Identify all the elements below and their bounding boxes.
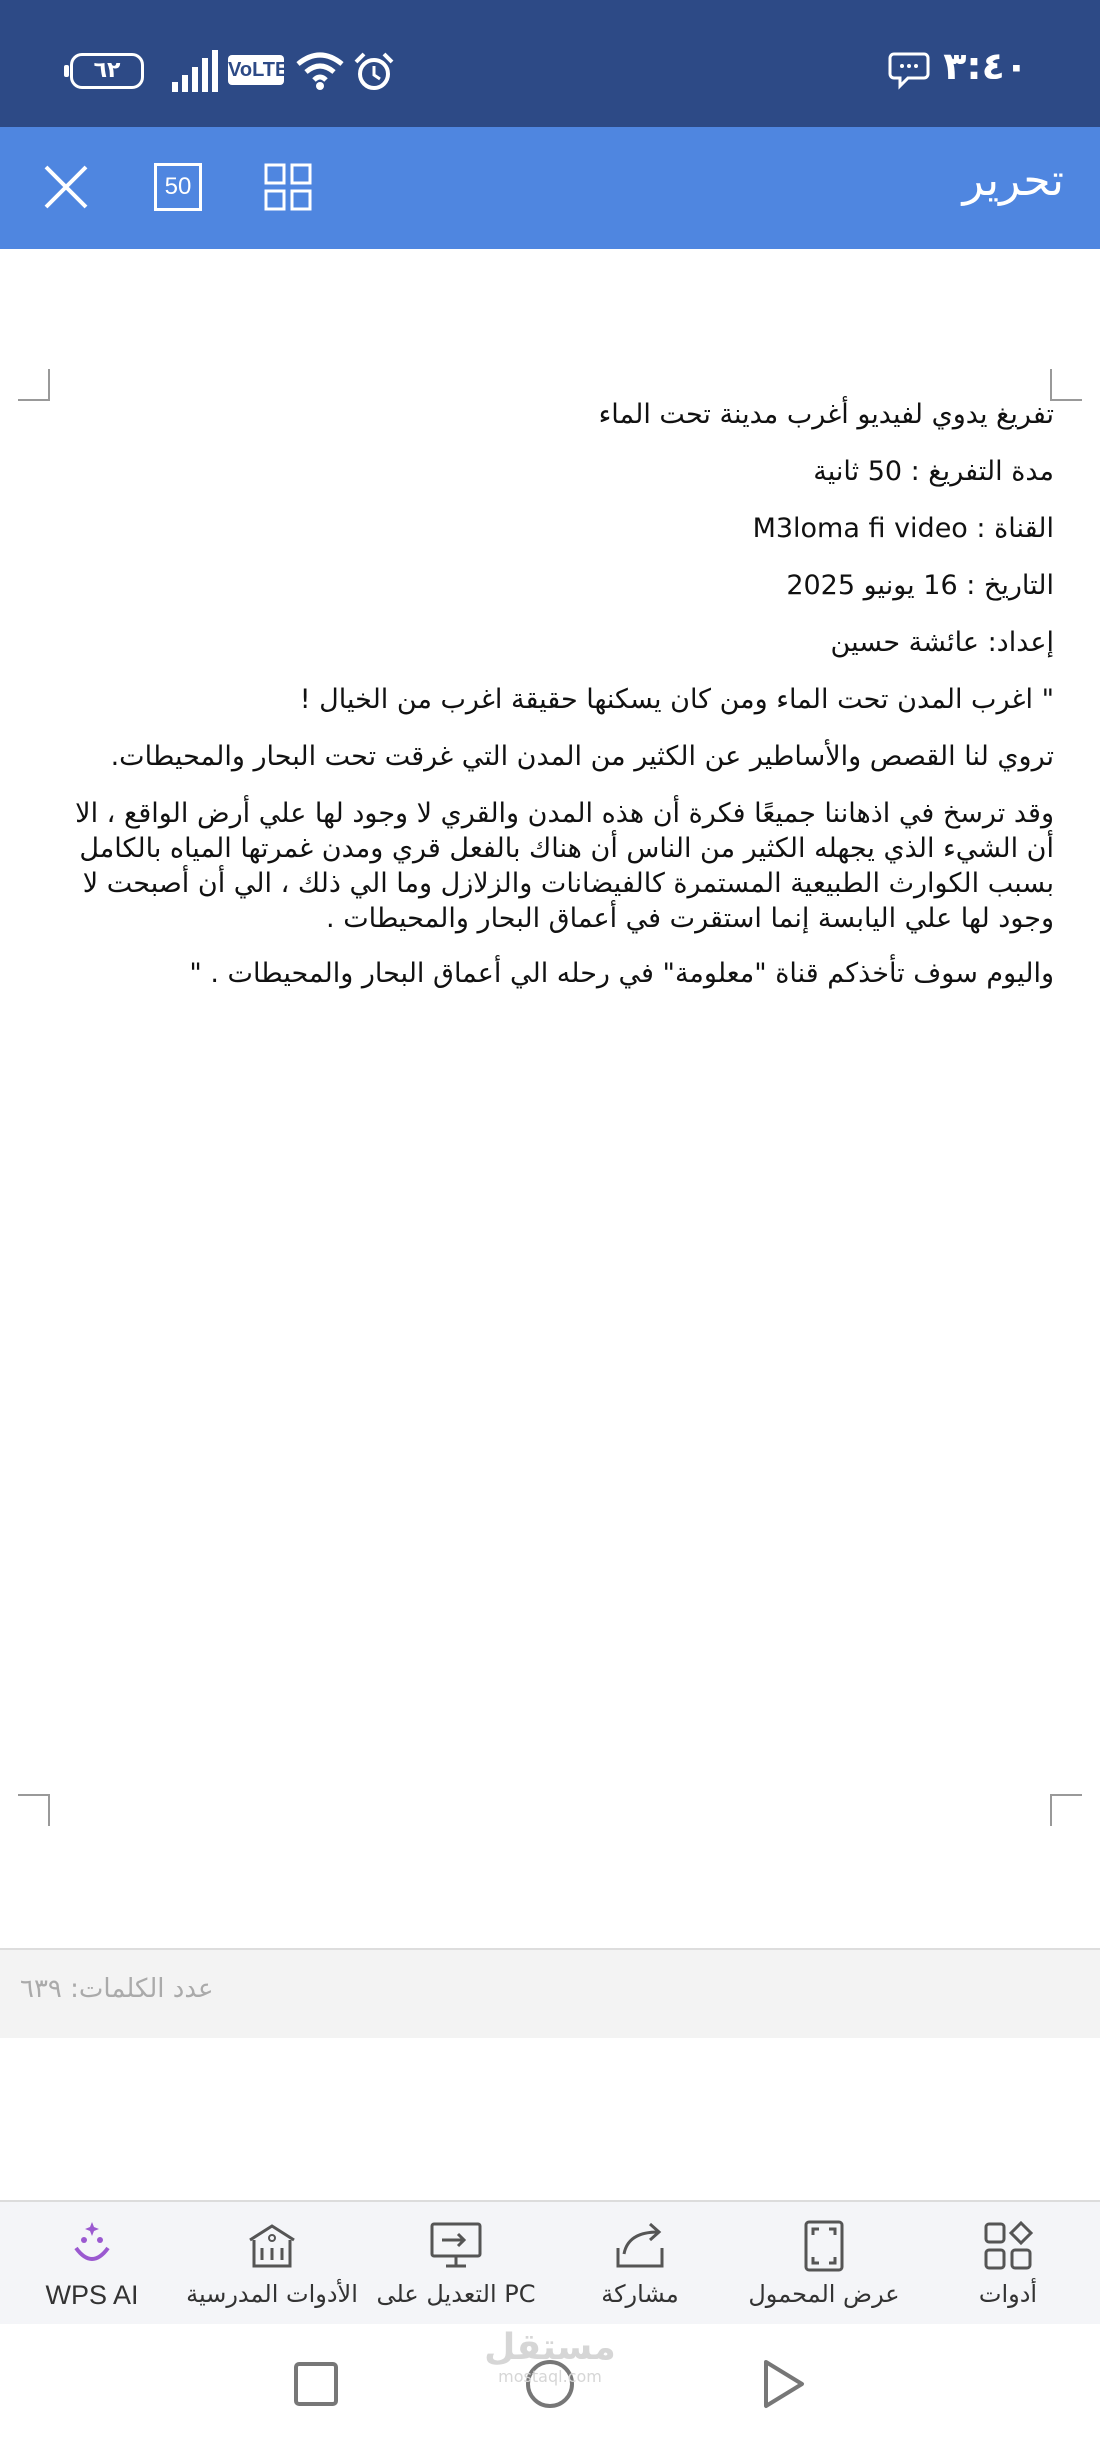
wps-ai-icon — [64, 2218, 120, 2274]
document-page[interactable] — [0, 249, 1100, 1949]
alarm-icon — [352, 50, 396, 94]
tools-label: أدوات — [978, 2280, 1038, 2308]
share-button[interactable] — [548, 2218, 732, 2322]
recents-button[interactable] — [286, 2354, 346, 2414]
margin-corner-bottom-left — [18, 1794, 50, 1826]
watermark-domain: mostaql.com — [498, 2367, 602, 2386]
share-label: مشاركة — [601, 2280, 679, 2308]
school-tools-button[interactable] — [180, 2218, 364, 2322]
doc-paragraph: وقد ترسخ في اذهاننا جميعًا فكرة أن هذه المدن والقري لا وجود لها علي أرض الواقع ، الا أن الشيء الذي يجهله الكثير من الناس أن هناك بالفعل قري ومدن غمرتها المياه بالكامل بسبب الكوارث الطبيعية المستمرة كالفيضانات والزلازل وما الي ذلك ، الي أن أصبحت لا وجود لها علي اليابسة إنما استقرت في أعماق البحار والمحيطات . — [75, 798, 1054, 934]
messenger-icon — [888, 50, 932, 90]
grid-icon — [258, 157, 318, 217]
doc-paragraph: واليوم سوف تأخذكم قناة "معلومة" في رحله الي أعماق البحار والمحيطات . " — [189, 958, 1054, 989]
mobile-view-button[interactable] — [732, 2218, 916, 2322]
signal-icon — [170, 48, 220, 94]
share-icon — [612, 2218, 668, 2274]
document-text[interactable] — [44, 397, 1054, 1013]
recents-icon — [286, 2354, 346, 2414]
thumbnails-button[interactable] — [258, 157, 318, 217]
close-icon — [36, 157, 96, 217]
word-count: عدد الكلمات: ٦٣٩ — [20, 1974, 214, 2004]
battery-indicator: ٦٢ — [70, 53, 144, 89]
mobile-view-icon — [796, 2218, 852, 2274]
doc-line-author: إعداد: عائشة حسين — [830, 627, 1054, 658]
page-title: تحرير — [962, 155, 1064, 206]
bottom-toolbar — [0, 2200, 1100, 2326]
wps-ai-button[interactable] — [0, 2218, 184, 2322]
mobile-view-label: عرض المحمول — [748, 2280, 900, 2308]
school-tools-label: الأدوات المدرسية — [186, 2280, 358, 2308]
tools-icon — [980, 2218, 1036, 2274]
school-tools-icon — [244, 2218, 300, 2274]
doc-paragraph: " اغرب المدن تحت الماء ومن كان يسكنها حقيقة اغرب من الخيال ! — [299, 684, 1054, 715]
word-count-bar — [0, 1948, 1100, 2038]
margin-corner-bottom-right — [1050, 1794, 1082, 1826]
wps-ai-label: WPS AI — [45, 2280, 139, 2310]
status-time: ٣:٤٠ — [943, 44, 1028, 88]
doc-paragraph: تروي لنا القصص والأساطير عن الكثير من المدن التي غرقت تحت البحار والمحيطات. — [110, 741, 1054, 772]
close-button[interactable] — [36, 157, 96, 217]
zoom-level: 50 — [154, 163, 202, 211]
status-bar — [0, 0, 1100, 127]
back-icon — [752, 2354, 812, 2414]
watermark — [480, 2328, 620, 2386]
pc-edit-label: التعديل على PC — [376, 2280, 536, 2308]
volte-badge: VoLTE — [228, 55, 284, 85]
doc-line-duration: مدة التفريغ : 50 ثانية — [813, 456, 1054, 487]
zoom-button[interactable] — [148, 157, 208, 217]
doc-line-channel: القناة : M3loma fi video — [752, 513, 1054, 544]
wifi-icon — [294, 48, 346, 92]
pc-edit-icon — [428, 2218, 484, 2274]
doc-line-date: التاريخ : 16 يونيو 2025 — [786, 570, 1054, 601]
back-button[interactable] — [752, 2354, 812, 2414]
doc-line-title: تفريغ يدوي لفيديو أغرب مدينة تحت الماء — [598, 399, 1054, 430]
editor-toolbar — [0, 127, 1100, 249]
watermark-brand: مستقل — [484, 2327, 616, 2368]
margin-corner-top-right — [1050, 369, 1082, 401]
tools-button[interactable] — [916, 2218, 1100, 2322]
pc-edit-button[interactable] — [364, 2218, 548, 2322]
